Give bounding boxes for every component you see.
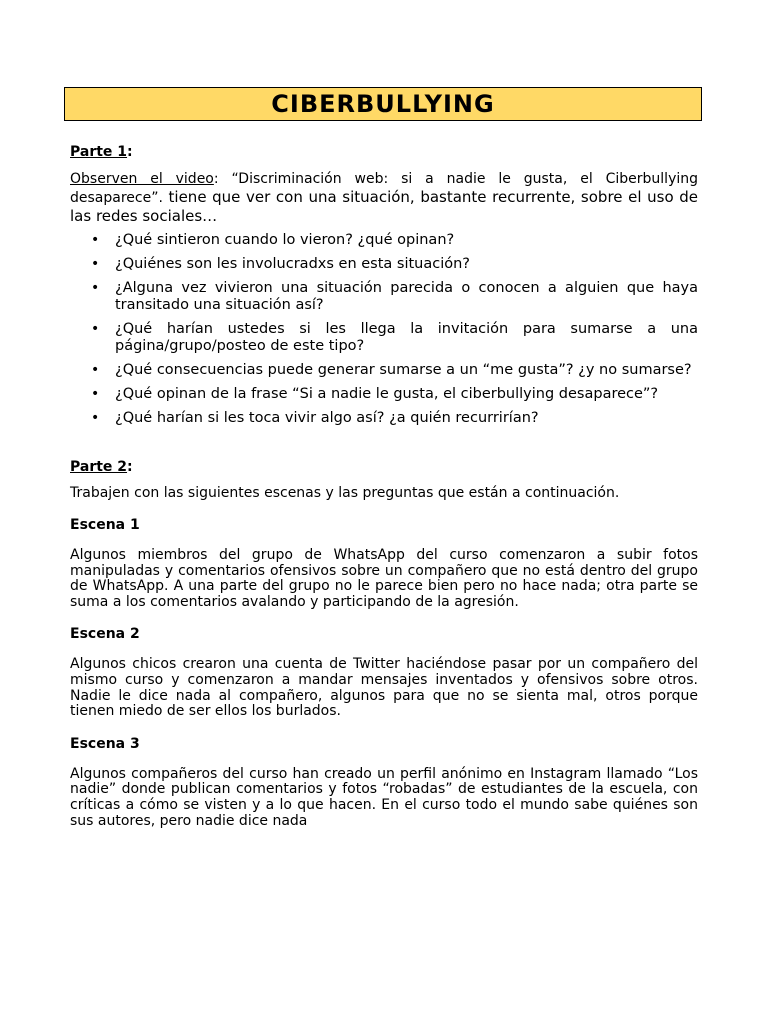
bullet-icon: • [91,410,100,426]
list-item [70,410,698,427]
part2-intro: Trabajen con las siguientes escenas y las preguntas que están a continuación. [70,485,620,501]
scene-2-title: Escena 2 [70,626,140,643]
part1-intro-continuation: tiene que ver con una situación, bastante recurrente, sobre el uso de las redes sociales… [70,188,698,225]
part1-colon: : [127,144,133,160]
list-item [70,386,698,403]
part1-intro-video-label: Observen el video [70,171,214,187]
bullet-icon: • [91,362,100,378]
scene-3-title: Escena 3 [70,735,140,752]
list-item [70,256,698,273]
part2-colon: : [127,459,133,475]
part1-questions-list [70,232,698,427]
question-text: ¿Alguna vez vivieron una situación parecida o conocen a alguien que haya transitado una situación así? [115,280,698,313]
part2-heading [70,458,698,476]
title-banner [64,87,702,121]
question-text: ¿Quiénes son les involucradxs en esta situación? [115,256,470,272]
scene-3-text: Algunos compañeros del curso han creado un perfil anónimo en Instagram llamado “Los nadie” donde publican comentarios y fotos “robadas” de estudiantes de la escuela, con críticas a cómo se visten y a lo que hacen. En el curso todo el mundo sabe quiénes son sus autores, pero nadie dice nada [70,765,698,829]
part2-label: Parte 2 [70,459,128,475]
question-text: ¿Qué opinan de la frase “Si a nadie le gusta, el ciberbullying desaparece”? [115,386,659,402]
list-item [70,321,698,355]
question-text: ¿Qué harían ustedes si les llega la invitación para sumarse a una página/grupo/posteo de este tipo? [115,321,698,354]
list-item [70,280,698,314]
part1-intro-quote: : “Discriminación web: si a nadie le gusta, el Ciberbullying desaparece”. [70,171,698,206]
bullet-icon: • [91,280,100,296]
bullet-icon: • [91,232,100,248]
scene-1-text: Algunos miembros del grupo de WhatsApp del curso comenzaron a subir fotos manipuladas y comentarios ofensivos sobre un compañero que no está dentro del grupo de WhatsApp. A una parte del grupo no le parece bien pero no hace nada; otra parte se suma a los comentarios avalando y participando de la agresión. [70,547,698,610]
document-title: CIBERBULLYING [271,90,495,118]
part1-heading [70,143,698,161]
bullet-icon: • [91,386,100,402]
document-body [70,143,698,829]
part1-label: Parte 1 [70,144,128,160]
list-item [70,362,698,379]
question-text: ¿Qué sintieron cuando lo vieron? ¿qué opinan? [115,232,455,248]
scene-1-title: Escena 1 [70,517,140,533]
question-text: ¿Qué consecuencias puede generar sumarse a un “me gusta”? ¿y no sumarse? [115,362,692,378]
bullet-icon: • [91,321,100,337]
list-item [70,232,698,249]
scene-2-text: Algunos chicos crearon una cuenta de Twitter haciéndose pasar por un compañero del mismo curso y comenzaron a mandar mensajes inventados y ofensivos sobre otros. Nadie le dice nada al compañero, algunos para que no se sienta mal, otros porque tienen miedo de ser ellos los burlados. [70,656,698,720]
question-text: ¿Qué harían si les toca vivir algo así? ¿a quién recurrirían? [115,410,539,426]
bullet-icon: • [91,256,100,272]
part1-intro [70,170,698,226]
